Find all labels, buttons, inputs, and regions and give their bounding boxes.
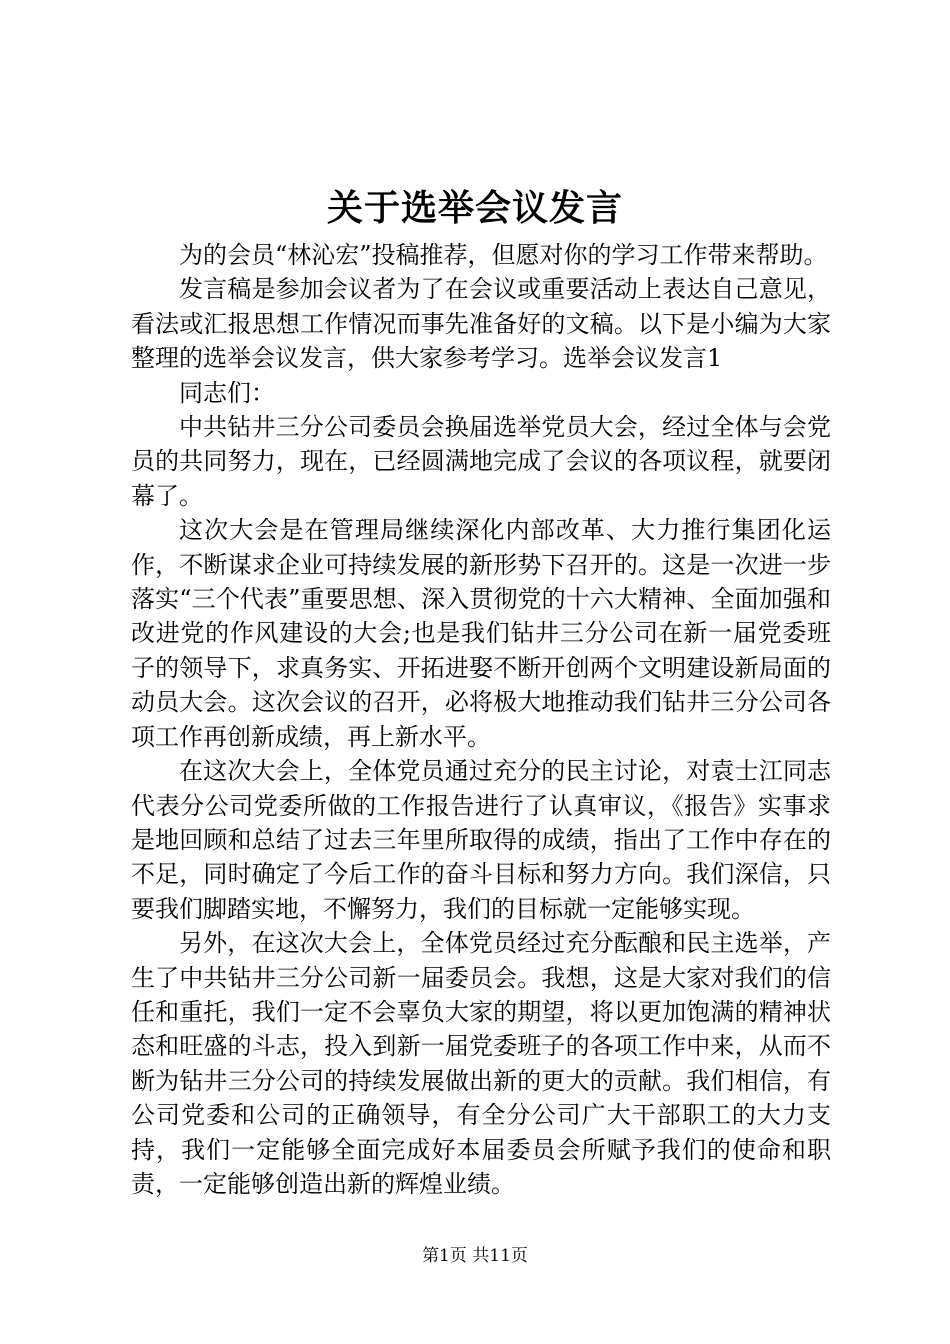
paragraph: 同志们： [179,378,275,407]
paragraph: 在这次大会上，全体党员通过充分的民主讨论，对袁士江同志代表分公司党委所做的工作报告进行了认真审议，《报告》实事求是地回顾和总结了过去三年里所取得的成绩，指出了工作中存在的不足，同时确定了今后工作的奋斗目标和努力方向。我们深信，只要我们脚踏实地，不懈努力，我们的目标就一定能够实现。 [131,757,831,923]
paragraph: 另外，在这次大会上，全体党员经过充分酝酿和民主选举，产生了中共钻井三分公司新一届委员会。我想，这是大家对我们的信任和重托，我们一定不会辜负大家的期望，将以更加饱满的精神状态和旺盛的斗志，投入到新一届党委班子的各项工作中来，从而不断为钻井三分公司的持续发展做出新的更大的贡献。我们相信，有公司党委和公司的正确领导，有全分公司广大干部职工的大力支持，我们一定能够全面完成好本届委员会所赋予我们的使命和职责，一定能够创造出新的辉煌业绩。 [131,929,831,1198]
paragraph: 中共钻井三分公司委员会换届选举党员大会，经过全体与会党员的共同努力，现在，已经圆满地完成了会议的各项议程，就要闭幕了。 [131,413,831,510]
paragraph: 为的会员“林沁宏”投稿推荐，但愿对你的学习工作带来帮助。 [179,241,828,269]
document-title: 关于选举会议发言 [326,187,623,229]
page-footer: 第1页 共11页 [422,1246,528,1266]
paragraph: 发言稿是参加会议者为了在会议或重要活动上表达自己意见，看法或汇报思想工作情况而事先准备好的文稿。以下是小编为大家整理的选举会议发言，供大家参考学习。选举会议发言1 [131,275,831,373]
document-body [131,238,831,1201]
paragraph: 这次大会是在管理局继续深化内部改革、大力推行集团化运作，不断谋求企业可持续发展的新形势下召开的。这是一次进一步落实“三个代表”重要思想、深入贯彻党的十六大精神、全面加强和改进党的作风建设的大会;也是我们钻井三分公司在新一届党委班子的领导下，求真务实、开拓进娶不断开创两个文明建设新局面的动员大会。这次会议的召开，必将极大地推动我们钻井三分公司各项工作再创新成绩，再上新水平。 [131,516,831,751]
